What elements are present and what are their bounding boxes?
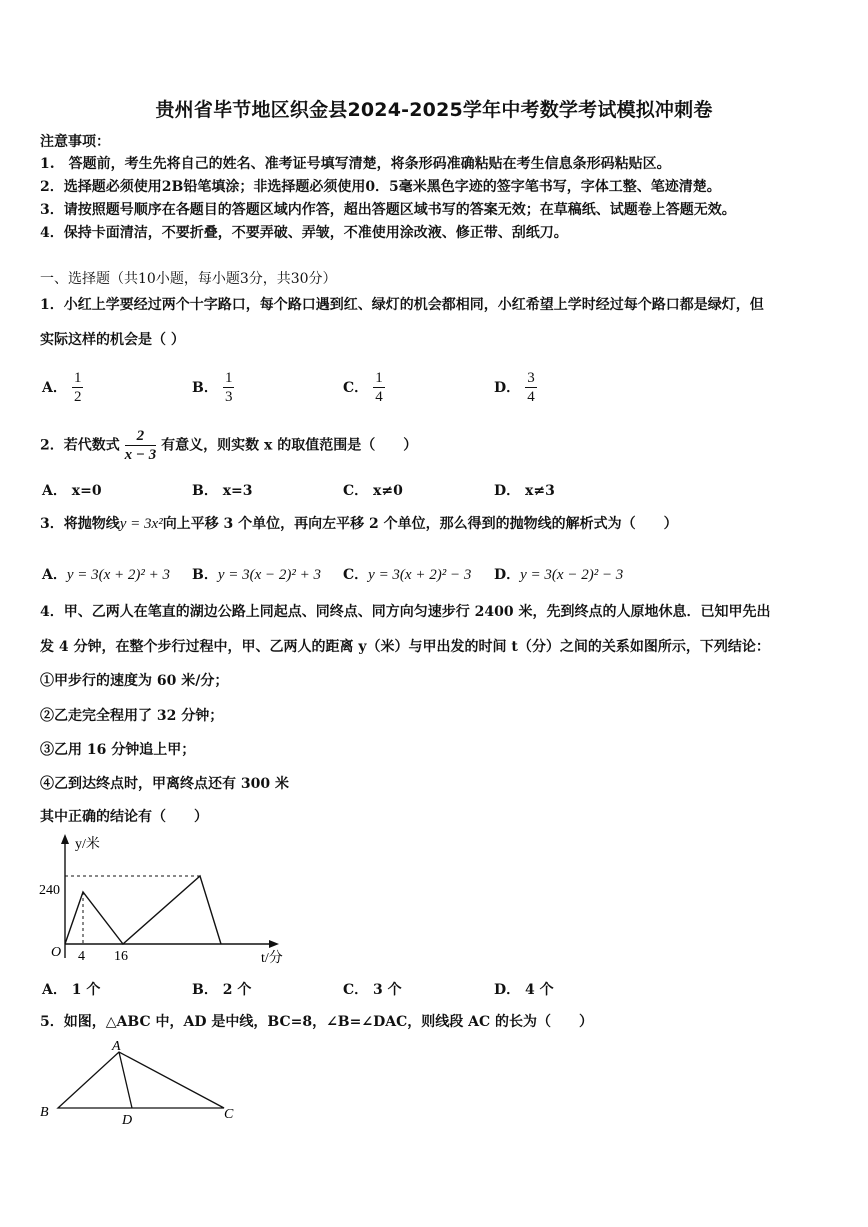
notice-item-1: 1. 答题前，考生先将自己的姓名、准考证号填写清楚，将条形码准确粘贴在考生信息条形码粘贴区。 — [40, 156, 671, 172]
q4-line1: 4．甲、乙两人在笔直的湖边公路上同起点、同终点、同方向匀速步行 2400 米，先到终点的人原地休息．已知甲先出 — [40, 604, 771, 620]
q4-statement-4: ④乙到达终点时，甲离终点还有 300 米 — [40, 776, 289, 792]
q2-stem: 2．若代数式 $\frac{2}{x - 3}$ 有意义，则实数 x 的取值范围是（ ） — [40, 428, 418, 463]
option-label: A． — [42, 380, 67, 396]
q3-stem: 3．将抛物线y = 3x²向上平移 3 个单位，再向左平移 2 个单位，那么得到的抛物线的解析式为（ ） — [40, 516, 678, 532]
triangle-abc — [58, 1052, 224, 1108]
y-axis-arrow — [61, 834, 69, 844]
q1-option-c[interactable] — [343, 369, 385, 406]
option-label: B． — [192, 380, 218, 396]
option-label: C． — [343, 380, 369, 396]
point-c-label: C — [224, 1107, 234, 1122]
q5-stem: 5．如图，△ABC 中，AD 是中线，BC=8，∠B=∠DAC，则线段 AC 的长为（ ） — [40, 1014, 593, 1030]
q4-statement-3: ③乙用 16 分钟追上甲； — [40, 742, 196, 758]
q1-option-d[interactable] — [494, 369, 537, 406]
page-title: 贵州省毕节地区织金县2024-2025学年中考数学考试模拟冲刺卷 — [155, 99, 713, 121]
q4-option-a[interactable]: A． 1 个 — [42, 982, 101, 998]
q1-line2: 实际这样的机会是（ ） — [40, 332, 185, 348]
notice-item-3: 3．请按照题号顺序在各题目的答题区域内作答，超出答题区域书写的答案无效；在草稿纸、试题卷上答题无效。 — [40, 202, 736, 218]
q4-question: 其中正确的结论有（ ） — [40, 809, 208, 825]
q4-option-c[interactable]: C． 3 个 — [343, 982, 402, 998]
q3-option-c[interactable]: C．y = 3(x + 2)² − 3 — [343, 567, 472, 583]
notice-heading: 注意事项： — [40, 134, 110, 150]
point-d-label: D — [122, 1113, 133, 1128]
q2-option-c[interactable]: C． x≠0 — [343, 483, 403, 499]
point-a-label: A — [112, 1040, 121, 1054]
notice-item-2: 2．选择题必须使用2B铅笔填涂；非选择题必须使用0．5毫米黑色字迹的签字笔书写，字体工整、笔迹清楚。 — [40, 179, 721, 195]
q4-option-b[interactable]: B． 2 个 — [192, 982, 252, 998]
notice-item-4: 4．保持卡面清洁，不要折叠，不要弄破、弄皱，不准使用涂改液、修正带、刮纸刀。 — [40, 225, 568, 241]
q4-statement-1: ①甲步行的速度为 60 米/分； — [40, 673, 229, 689]
q4-statement-2: ②乙走完全程用了 32 分钟； — [40, 708, 224, 724]
point-b-label: B — [40, 1105, 49, 1120]
section-heading: 一、选择题（共10小题，每小题3分，共30分） — [40, 271, 337, 287]
fraction: $\frac{1}{2}$ — [73, 370, 82, 405]
q5-triangle-figure — [36, 1040, 246, 1130]
median-ad — [119, 1052, 132, 1108]
q4-line2: 发 4 分钟，在整个步行过程中，甲、乙两人的距离 y（米）与甲出发的时间 t（分）之间的关系如图所示，下列结论： — [40, 639, 770, 655]
x-tick-label-4: 4 — [78, 949, 85, 964]
q2-option-d[interactable]: D． x≠3 — [494, 483, 555, 499]
q1-line1: 1．小红上学要经过两个十字路口，每个路口遇到红、绿灯的机会都相同，小红希望上学时经过每个路口都是绿灯，但 — [40, 297, 764, 313]
y-tick-label: 240 — [39, 883, 60, 898]
q3-option-a[interactable]: A．y = 3(x + 2)² + 3 — [42, 567, 171, 583]
fraction: $\frac{3}{4}$ — [527, 370, 535, 405]
origin-label: O — [51, 945, 62, 960]
fraction: $\frac{2}{x - 3}$ — [124, 428, 157, 463]
q4-option-d[interactable]: D． 4 个 — [494, 982, 554, 998]
q1-option-a[interactable] — [42, 369, 83, 406]
x-tick-label-16: 16 — [114, 949, 128, 964]
y-axis-label: y/米 — [75, 837, 100, 852]
q4-distance-time-graph — [35, 832, 295, 970]
x-axis-arrow — [269, 940, 279, 948]
q3-option-d[interactable]: D．y = 3(x − 2)² − 3 — [494, 567, 624, 583]
option-label: D． — [494, 380, 521, 396]
q2-option-b[interactable]: B． x=3 — [192, 483, 253, 499]
formula: y = 3x² — [119, 516, 163, 532]
distance-line — [65, 876, 221, 944]
q3-option-b[interactable]: B．y = 3(x − 2)² + 3 — [192, 567, 322, 583]
fraction: $\frac{1}{4}$ — [375, 370, 383, 405]
q2-option-a[interactable]: A． x=0 — [42, 483, 102, 499]
fraction: $\frac{1}{3}$ — [224, 370, 233, 405]
x-axis-label: t/分 — [261, 951, 283, 966]
q1-option-b[interactable] — [192, 369, 234, 406]
